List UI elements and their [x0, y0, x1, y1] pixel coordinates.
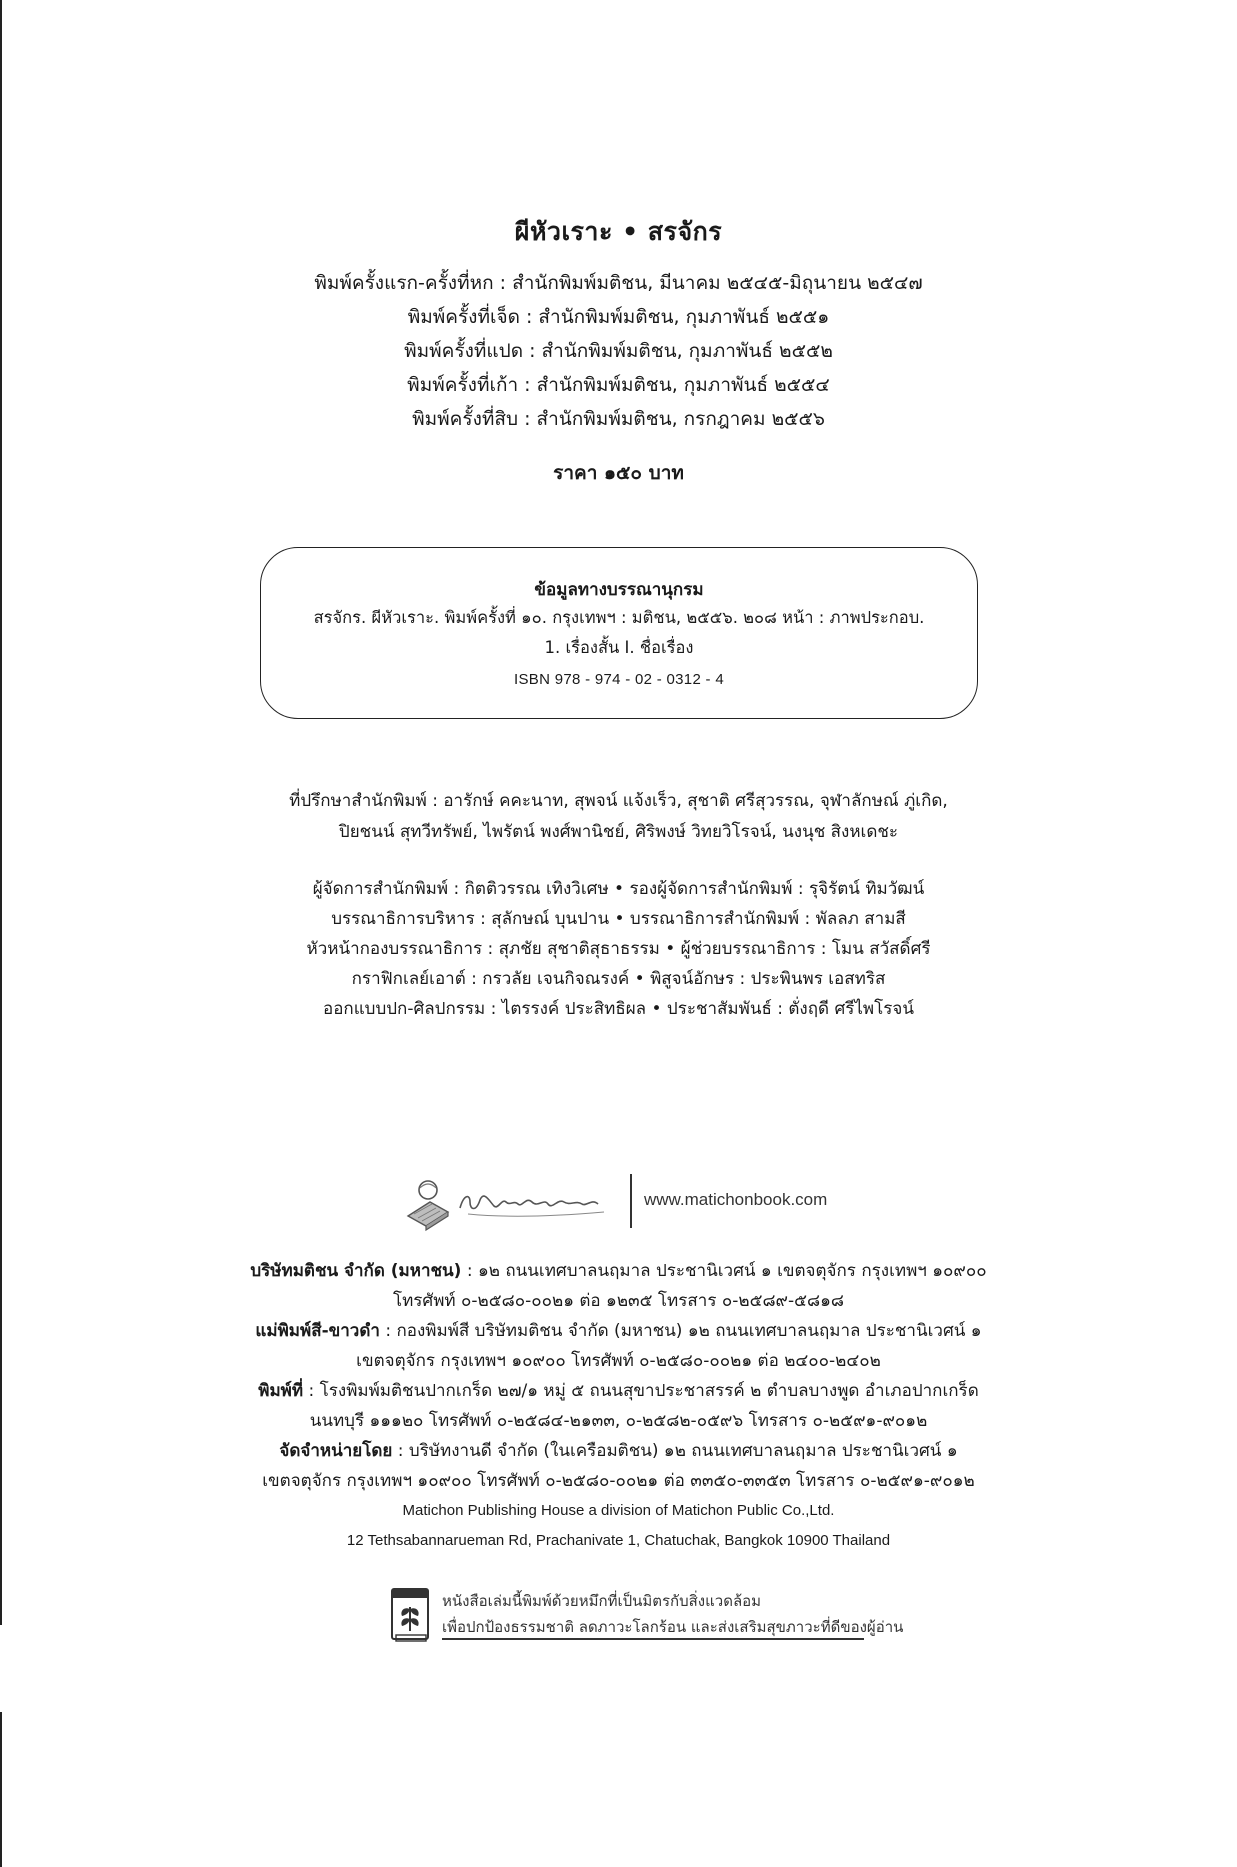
page-edge-mark-bottom — [0, 1712, 2, 1867]
platemaker-line-1 — [0, 1316, 1237, 1346]
staff-line: ออกแบบปก-ศิลปกรรม : ไตรรงค์ ประสิทธิผล • ประชาสัมพันธ์ : ตั่งฤดี ศรีไพโรจน์ — [323, 999, 914, 1019]
publisher-website[interactable]: www.matichonbook.com — [644, 1190, 828, 1209]
advisor-line: ปิยชนน์ สุทวีทรัพย์, ไพรัตน์ พงศ์พานิชย์, ศิริพงษ์ วิทยวิโรจน์, นงนุช สิงหเดชะ — [338, 822, 899, 842]
printer-line-1 — [0, 1376, 1237, 1406]
platemaker-label: แม่พิมพ์สี-ขาวดำ — [255, 1321, 380, 1341]
publisher-english-name: Matichon Publishing House a division of Matichon Public Co.,Ltd. — [402, 1502, 835, 1519]
company-line-2: โทรศัพท์ ๐-๒๕๘๐-๐๐๒๑ ต่อ ๑๒๓๕ โทรสาร ๐-๒๕๘๙-๕๘๑๘ — [392, 1291, 845, 1311]
imprint-line: พิมพ์ครั้งที่เก้า : สำนักพิมพ์มติชน, กุมภาพันธ์ ๒๕๕๔ — [407, 374, 830, 396]
staff-line: บรรณาธิการบริหาร : สุลักษณ์ บุนปาน • บรรณาธิการสำนักพิมพ์ : พัลลภ สามสี — [331, 909, 906, 929]
company-address: : ๑๒ ถนนเทศบาลนฤมาล ประชานิเวศน์ ๑ เขตจตุจักร กรุงเทพฯ ๑๐๙๐๐ — [461, 1261, 987, 1281]
publishing-advisors — [0, 786, 1237, 848]
staff-line: ผู้จัดการสำนักพิมพ์ : กิตติวรรณ เทิงวิเศษ • รองผู้จัดการสำนักพิมพ์ : รุจิรัตน์ ทิมวัฒน์ — [312, 879, 925, 899]
distributor-label: จัดจำหน่ายโดย — [279, 1441, 393, 1461]
eco-ink-note — [390, 1587, 904, 1643]
printing-history — [0, 266, 1237, 436]
imprint-line: พิมพ์ครั้งที่แปด : สำนักพิมพ์มติชน, กุมภาพันธ์ ๒๕๕๒ — [404, 340, 833, 362]
platemaker-address: : กองพิมพ์สี บริษัทมติชน จำกัด (มหาชน) ๑๒ ถนนเทศบาลนฤมาล ประชานิเวศน์ ๑ — [379, 1321, 982, 1341]
company-label: บริษัทมติชน จำกัด (มหาชน) — [250, 1261, 462, 1281]
eco-note-line-1: หนังสือเล่มนี้พิมพ์ด้วยหมึกที่เป็นมิตรกับสิ่งแวดล้อม — [442, 1592, 762, 1610]
imprint-line: พิมพ์ครั้งแรก-ครั้งที่หก : สำนักพิมพ์มติชน, มีนาคม ๒๕๔๕-มิถุนายน ๒๕๔๗ — [314, 272, 923, 294]
company-line-1 — [0, 1256, 1237, 1286]
catalog-citation: สรจักร. ผีหัวเราะ. พิมพ์ครั้งที่ ๑๐. กรุงเทพฯ : มติชน, ๒๕๕๖. ๒๐๘ หน้า : ภาพประกอบ. — [313, 608, 925, 627]
catalog-heading: ข้อมูลทางบรรณานุกรม — [534, 580, 704, 600]
printer-line-2: นนทบุรี ๑๑๑๒๐ โทรศัพท์ ๐-๒๕๘๔-๒๑๓๓, ๐-๒๕๘๒-๐๕๙๖ โทรสาร ๐-๒๕๙๑-๙๐๑๒ — [309, 1411, 928, 1431]
publisher-logo-area — [398, 1172, 858, 1232]
distributor-line-1 — [0, 1436, 1237, 1466]
distributor-line-2: เขตจตุจักร กรุงเทพฯ ๑๐๙๐๐ โทรศัพท์ ๐-๒๕๘๐-๐๐๒๑ ต่อ ๓๓๕๐-๓๓๕๓ โทรสาร ๐-๒๕๙๑-๙๐๑๒ — [262, 1471, 975, 1491]
eco-note-text — [442, 1588, 903, 1640]
imprint-line: พิมพ์ครั้งที่สิบ : สำนักพิมพ์มติชน, กรกฎาคม ๒๕๕๖ — [412, 408, 825, 430]
leaf-book-icon — [390, 1587, 430, 1643]
staff-line: กราฟิกเลย์เอาต์ : กรวลัย เจนกิจณรงค์ • พิสูจน์อักษร : ประพินพร เอสทริส — [351, 969, 886, 989]
advisor-line: ที่ปรึกษาสำนักพิมพ์ : อารักษ์ คคะนาท, สุพจน์ แจ้งเร็ว, สุชาติ ศรีสุวรรณ, จุฬาลักษณ์ ภู่เกิด, — [289, 791, 948, 811]
isbn: ISBN 978 - 974 - 02 - 0312 - 4 — [514, 671, 724, 688]
distributor-address: : บริษัทงานดี จำกัด (ในเครือมติชน) ๑๒ ถนนเทศบาลนฤมาล ประชานิเวศน์ ๑ — [392, 1441, 958, 1461]
imprint-line: พิมพ์ครั้งที่เจ็ด : สำนักพิมพ์มติชน, กุมภาพันธ์ ๒๕๕๑ — [407, 306, 830, 328]
publisher-info — [0, 1256, 1237, 1556]
catalog-subjects: 1. เรื่องสั้น I. ชื่อเรื่อง — [544, 638, 694, 657]
publisher-english-address: 12 Tethsabannarueman Rd, Prachanivate 1, Chatuchak, Bangkok 10900 Thailand — [346, 1532, 891, 1549]
eco-note-line-2: เพื่อปกป้องธรรมชาติ ลดภาวะโลกร้อน และส่งเสริมสุขภาวะที่ดีของผู้อ่าน — [442, 1618, 904, 1636]
matichon-publishing-logo-icon — [398, 1172, 622, 1232]
book-price: ราคา ๑๕๐ บาท — [553, 462, 684, 484]
printer-label: พิมพ์ที่ — [258, 1381, 304, 1401]
logo-divider — [630, 1174, 632, 1228]
book-title: ผีหัวเราะ • สรจักร — [514, 217, 723, 246]
platemaker-line-2: เขตจตุจักร กรุงเทพฯ ๑๐๙๐๐ โทรศัพท์ ๐-๒๕๘๐-๐๐๒๑ ต่อ ๒๔๐๐-๒๔๐๒ — [356, 1351, 881, 1371]
staff-line: หัวหน้ากองบรรณาธิการ : สุภชัย สุชาติสุธาธรรม • ผู้ช่วยบรรณาธิการ : โมน สวัสดิ์ศรี — [306, 939, 931, 959]
eco-note-underline — [442, 1638, 864, 1640]
editorial-staff — [0, 874, 1237, 1024]
printer-address: : โรงพิมพ์มติชนปากเกร็ด ๒๗/๑ หมู่ ๕ ถนนสุขาประชาสรรค์ ๒ ตำบลบางพูด อำเภอปากเกร็ด — [303, 1381, 979, 1401]
cataloging-data-box — [260, 547, 978, 719]
